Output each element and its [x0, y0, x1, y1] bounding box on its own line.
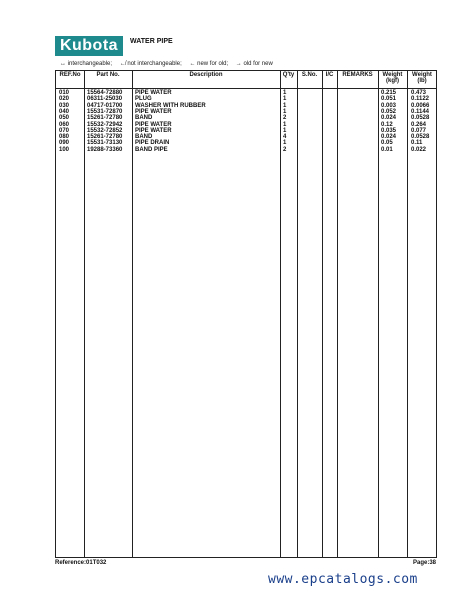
- cell-weight-kgf: 0.024: [381, 134, 397, 141]
- cell-part-no: 15564-72880: [87, 90, 123, 96]
- column-header-remarks: REMARKS: [342, 72, 373, 78]
- cell-part-no: 04717-01700: [87, 102, 123, 109]
- cell-description: BAND PIPE: [135, 146, 168, 153]
- column-header-weight-lb: Weight (lb): [412, 72, 432, 84]
- cell-weight-kgf: 0.05: [381, 140, 393, 147]
- cell-part-no: 15531-73130: [87, 140, 123, 147]
- cell-weight-kgf: 0.051: [381, 96, 397, 103]
- cell-weight-kgf: 0.12: [381, 121, 393, 128]
- cell-qty: 1: [283, 121, 287, 128]
- parts-table: [55, 70, 437, 558]
- legend-item: → old for new: [235, 61, 273, 67]
- cell-weight-lb: 0.11: [411, 140, 423, 147]
- cell-part-no: 15531-72870: [87, 108, 123, 115]
- column-header-ic: I/C: [325, 72, 334, 78]
- cell-qty: 1: [283, 140, 287, 147]
- cell-weight-lb: 0.1144: [411, 108, 430, 115]
- cell-part-no: 15261-72780: [87, 134, 123, 141]
- cell-ref: 070: [59, 127, 70, 134]
- cell-description: PIPE WATER: [135, 90, 172, 96]
- cell-ref: 030: [59, 102, 70, 109]
- cell-weight-lb: 0.264: [411, 121, 427, 128]
- cell-ref: 020: [59, 96, 70, 103]
- cell-part-no: 06311-25030: [87, 96, 123, 103]
- cell-description: PLUG: [135, 96, 152, 103]
- cell-ref: 100: [59, 146, 70, 153]
- legend-item: ← new for old;: [189, 61, 229, 67]
- cell-part-no: 15261-72780: [87, 115, 123, 122]
- cell-part-no: 15532-72942: [87, 121, 123, 128]
- column-divider: [378, 71, 379, 557]
- cell-weight-lb: 0.0528: [411, 115, 430, 122]
- header-divider: [56, 88, 436, 89]
- cell-weight-kgf: 0.01: [381, 146, 393, 153]
- column-header-weight-kgf: Weight (kgf): [382, 72, 403, 84]
- cell-ref: 050: [59, 115, 70, 122]
- cell-ref: 090: [59, 140, 70, 147]
- cell-weight-lb: 0.473: [411, 90, 427, 96]
- watermark-url: www.epcatalogs.com: [268, 572, 418, 587]
- cell-qty: 2: [283, 146, 287, 153]
- column-header-qty: Q'ty: [282, 72, 295, 78]
- cell-description: BAND: [135, 115, 153, 122]
- cell-qty: 2: [283, 115, 287, 122]
- cell-weight-kgf: 0.035: [381, 127, 397, 134]
- cell-part-no: 19288-73360: [87, 146, 123, 153]
- column-header-ref: REF.No: [59, 72, 81, 78]
- cell-qty: 1: [283, 127, 287, 134]
- cell-description: BAND: [135, 134, 153, 141]
- cell-weight-lb: 0.0528: [411, 134, 430, 141]
- kubota-logo: Kubota: [55, 36, 123, 56]
- interchange-legend: [60, 61, 279, 67]
- legend-item: ↚ not interchangeable;: [119, 61, 182, 67]
- cell-weight-lb: 0.077: [411, 127, 427, 134]
- cell-weight-lb: 0.0066: [411, 102, 430, 109]
- column-divider: [280, 71, 281, 557]
- cell-weight-lb: 0.022: [411, 146, 427, 153]
- cell-ref: 040: [59, 108, 70, 115]
- cell-qty: 1: [283, 108, 287, 115]
- cell-description: PIPE WATER: [135, 121, 172, 128]
- cell-description: PIPE WATER: [135, 127, 172, 134]
- cell-weight-lb: 0.1122: [411, 96, 430, 103]
- column-header-part: Part No.: [96, 72, 120, 78]
- cell-weight-kgf: 0.052: [381, 108, 397, 115]
- cell-weight-kgf: 0.003: [381, 102, 397, 109]
- cell-qty: 1: [283, 96, 287, 103]
- legend-item: ↔ interchangeable;: [60, 61, 113, 67]
- cell-description: WASHER WITH RUBBER: [135, 102, 206, 109]
- cell-qty: 1: [283, 102, 287, 109]
- column-header-description: Description: [189, 72, 223, 78]
- cell-weight-kgf: 0.024: [381, 115, 397, 122]
- column-divider: [84, 71, 85, 557]
- cell-ref: 080: [59, 134, 70, 141]
- cell-description: PIPE WATER: [135, 108, 172, 115]
- cell-part-no: 15532-72852: [87, 127, 123, 134]
- cell-ref: 010: [59, 90, 70, 96]
- column-header-serial: S.No.: [301, 72, 318, 78]
- column-divider: [407, 71, 408, 557]
- cell-qty: 1: [283, 90, 287, 96]
- cell-description: PIPE DRAIN: [135, 140, 170, 147]
- cell-weight-kgf: 0.215: [381, 90, 397, 96]
- page-number: Page:38: [412, 560, 436, 566]
- cell-ref: 060: [59, 121, 70, 128]
- column-divider: [337, 71, 338, 557]
- column-divider: [297, 71, 298, 557]
- column-divider: [322, 71, 323, 557]
- reference-label: Reference:01T032: [55, 560, 107, 566]
- column-divider: [132, 71, 133, 557]
- cell-qty: 4: [283, 134, 287, 141]
- page-title: WATER PIPE: [130, 38, 173, 45]
